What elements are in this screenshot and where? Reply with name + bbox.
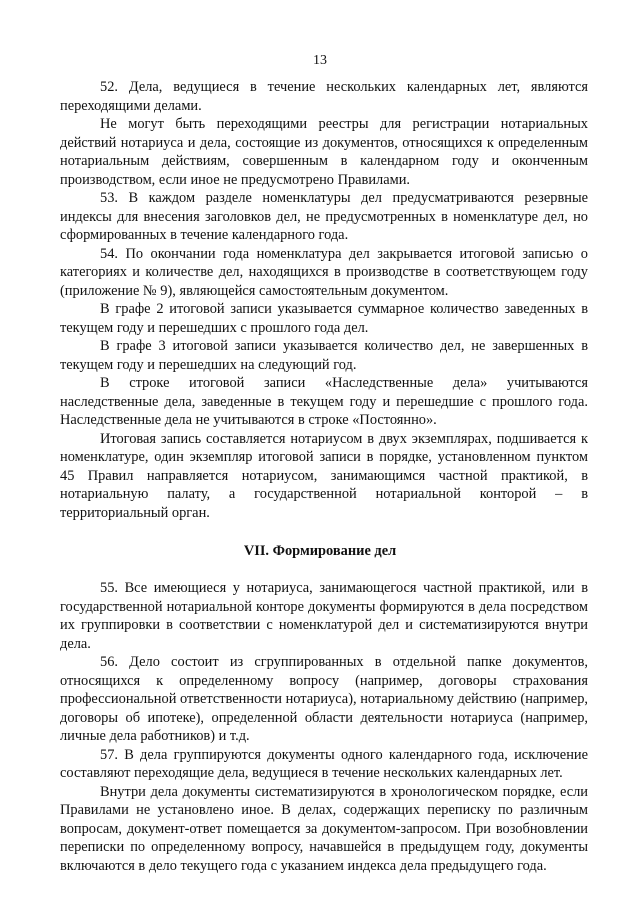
paragraph-54-inheritance-row: В строке итоговой записи «Наследственные дела» учитываются наследственные дела, заведенные в текущем году и перешедшие с прошлого года. Наследственные дела не учитываются в строке «Постоянно». xyxy=(60,375,588,428)
body-text-lower xyxy=(60,579,588,875)
body-text-upper xyxy=(60,78,588,522)
paragraph-55: 55. Все имеющиеся у нотариуса, занимающегося частной практикой, или в государственной нотариальной конторе документы формируются в дела посредством их группировки в соответствии с номенклатурой дел и систематизируются внутри дела. xyxy=(60,580,588,652)
paragraph-57: 57. В дела группируются документы одного календарного года, исключение составляют переходящие дела, ведущиеся в течение нескольких календарных лет. xyxy=(60,746,588,781)
paragraph-54-column-2: В графе 2 итоговой записи указывается суммарное количество заведенных в текущем году и перешедших с прошлого года дел. xyxy=(60,301,588,336)
paragraph-52: 52. Дела, ведущиеся в течение нескольких календарных лет, являются переходящими делами. xyxy=(60,79,588,114)
page-number: 13 xyxy=(313,53,327,68)
paragraph-54-final-record: Итоговая запись составляется нотариусом в двух экземплярах, подшивается к номенклатуре, один экземпляр итоговой записи в порядке, установленном пунктом 45 Правил направляется нотариусом, занимающимся частной практикой, в нотариальную палату, а государственной нотариальной конторой – в территориальный орган. xyxy=(60,430,588,521)
paragraph-52-continuation: Не могут быть переходящими реестры для регистрации нотариальных действий нотариуса и дела, состоящие из документов, относящихся к определенным нотариальным действиям, совершенным в календарном году и оконченным производством, если иное не предусмотрено Правилами. xyxy=(60,116,588,188)
paragraph-57-continuation: Внутри дела документы систематизируются в хронологическом порядке, если Правилами не установлено иное. В делах, содержащих переписку по различным вопросам, документ-ответ помещается за документом-запросом. При возобновлении переписки по определенному вопросу, начавшейся в предыдущем году, документы включаются в дело текущего года с указанием индекса дела предыдущего года. xyxy=(60,783,588,874)
paragraph-54-column-3: В графе 3 итоговой записи указывается количество дел, не завершенных в текущем году и перешедших на следующий год. xyxy=(60,338,588,373)
paragraph-56: 56. Дело состоит из сгруппированных в отдельной папке документов, относящихся к определенному вопросу (например, договоры страхования профессиональной ответственности нотариуса), нотариальному действию (например, договоры об ипотеке), определенной области деятельности нотариуса (например, личные дела работников) и т.д. xyxy=(60,654,588,744)
paragraph-54: 54. По окончании года номенклатура дел закрывается итоговой записью о категориях и количестве дел, находящихся в производстве в соответствующем году (приложение № 9), являющейся самостоятельным документом. xyxy=(60,245,588,299)
section-heading: VII. Формирование дел xyxy=(243,543,397,559)
paragraph-53: 53. В каждом разделе номенклатуры дел предусматриваются резервные индексы для внесения заголовков дел, не предусмотренных в номенклатуре дел, но сформированных в течение календарного года. xyxy=(60,190,588,243)
